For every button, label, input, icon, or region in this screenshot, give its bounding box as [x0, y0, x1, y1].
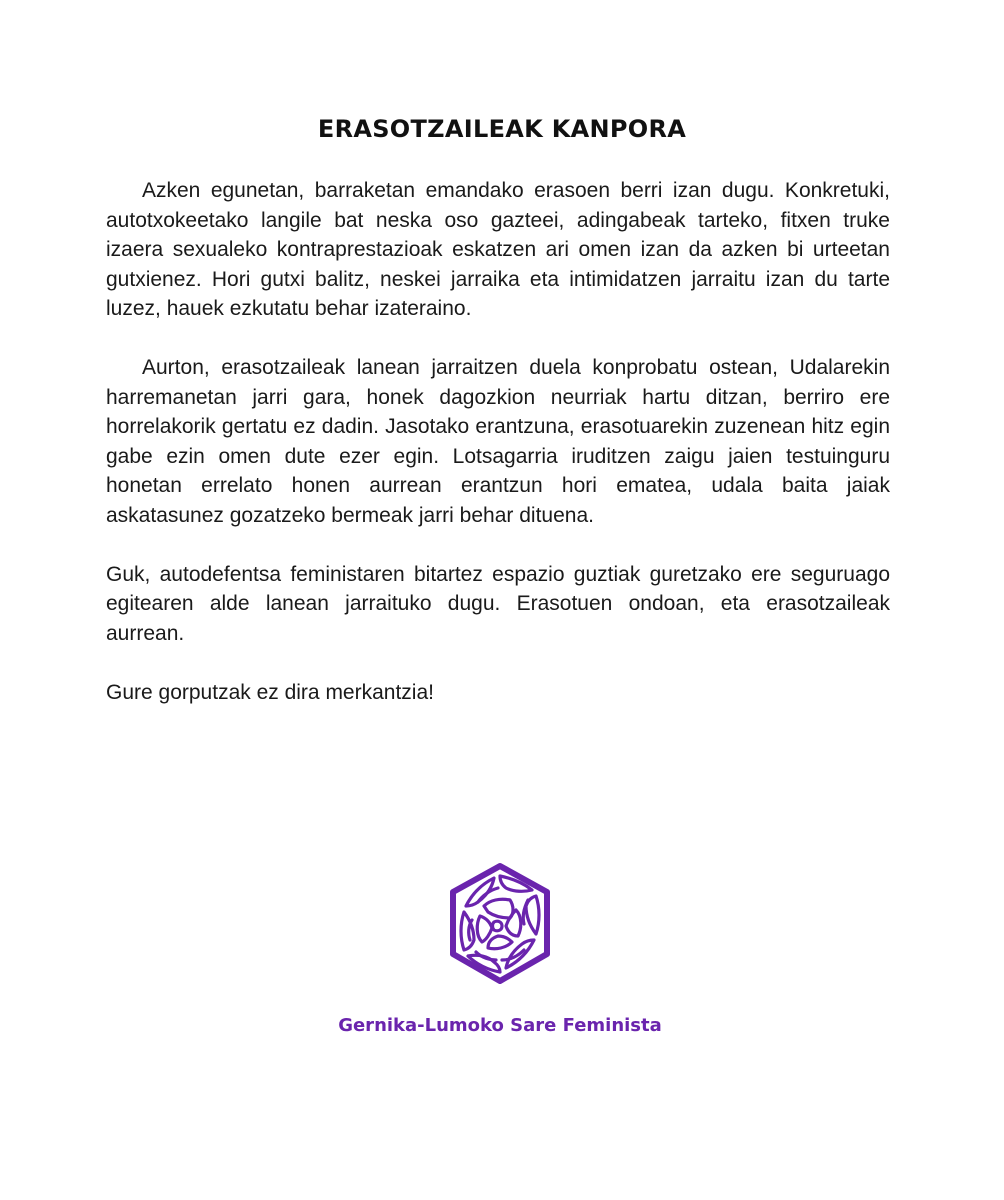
- statement-body: [106, 176, 890, 737]
- paragraph-2: Aurton, erasotzaileak lanean jarraitzen duela konprobatu ostean, Udalarekin harremanetan jarri gara, honek dagozkion neurriak hartu ditzan, berriro ere horrelakorik gertatu ez dadin. Jasotako erantzuna, erasotuarekin zuzenean hitz egin gabe ezin omen dute ezer egin. Lotsagarria iruditzen zaigu jaien testuinguru honetan errelato honen aurrean erantzun hori ematea, udala baita jaiak askatasunez gozatzeko bermeak jarri behar dituena.: [106, 356, 890, 527]
- page-title: ERASOTZAILEAK KANPORA: [317, 115, 687, 143]
- hexagon-mosaic-logo-icon: [438, 862, 562, 986]
- closing-slogan: Gure gorputzak ez dira merkantzia!: [106, 680, 434, 704]
- organization-name: Gernika-Lumoko Sare Feminista: [338, 1015, 662, 1036]
- paragraph-3: Guk, autodefentsa feministaren bitartez espazio guztiak guretzako ere seguruago egitearen alde lanean jarraituko dugu. Erasotuen ondoan, eta erasotzaileak aurrean.: [106, 562, 890, 645]
- paragraph-1: Azken egunetan, barraketan emandako erasoen berri izan dugu. Konkretuki, autotxokeetako langile bat neska oso gazteei, adingabeak tarteko, fitxen truke izaera sexualeko kontraprestazioak eskatzen ari omen izan da azken bi urteetan gutxienez. Hori gutxi balitz, neskei jarraika eta intimidatzen jarraitu izan du tarte luzez, hauek ezkutatu behar izateraino.: [106, 179, 890, 320]
